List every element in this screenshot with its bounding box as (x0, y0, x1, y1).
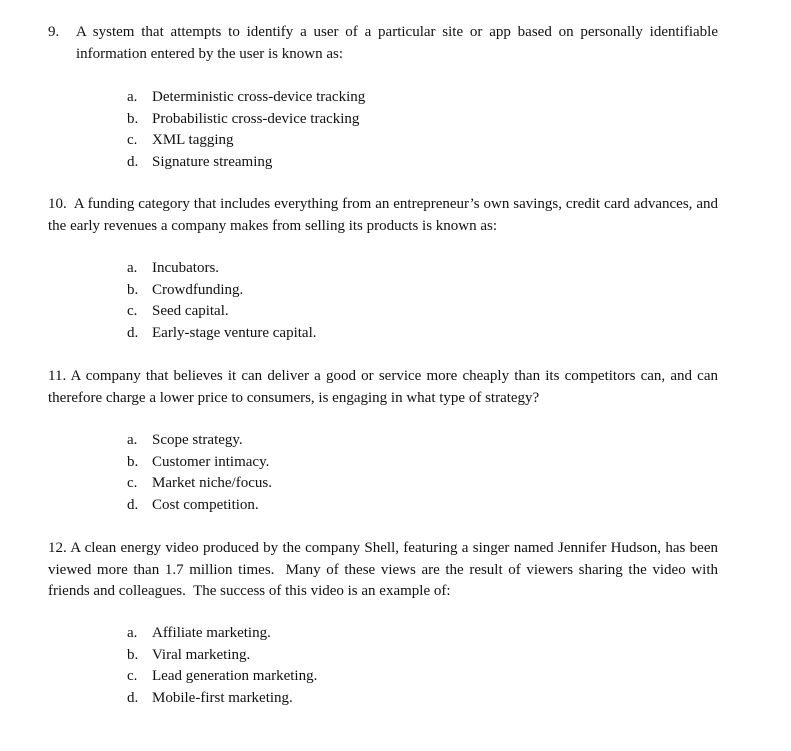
option-text: Scope strategy. (152, 432, 243, 448)
question-prompt: A company that believes it can deliver a good or service more cheaply than its competitors can, and can therefore charge a lower price to consumers, is engaging in what type of strategy? (48, 368, 718, 406)
answer-options (127, 87, 365, 173)
answer-options (127, 623, 317, 709)
option-text: Seed capital. (152, 303, 229, 320)
question-prompt: A system that attempts to identify a user of a particular site or app based on personally identifiable information entered by the user is known as: (76, 24, 718, 62)
option-text: Probabilistic cross-device tracking (152, 110, 360, 127)
option-letter: b. (127, 281, 139, 298)
option-d (127, 152, 365, 174)
option-text: Crowdfunding. (152, 281, 244, 298)
option-letter: b. (127, 646, 139, 663)
option-letter: a. (127, 625, 138, 641)
question-number: 12. (48, 540, 67, 556)
question-text (48, 538, 722, 603)
option-c (127, 301, 317, 323)
option-b (127, 645, 317, 667)
option-d (127, 323, 317, 345)
option-letter: b. (127, 110, 139, 127)
question-prompt: A clean energy video produced by the company Shell, featuring a singer named Jennifer Hudson, has been viewed more than 1.7 million times. Many of these views are the result of viewers sharing the video with friends and colleagues. The success of this video is an example of: (48, 540, 722, 599)
option-text: Lead generation marketing. (152, 668, 318, 685)
option-letter: d. (127, 496, 139, 513)
option-letter: d. (127, 324, 139, 341)
option-text: Signature streaming (152, 153, 273, 170)
option-text: Customer intimacy. (152, 453, 270, 470)
option-c (127, 666, 317, 688)
question-9 (48, 22, 718, 65)
option-letter: a. (127, 432, 138, 448)
option-b (127, 280, 317, 302)
option-text: Early-stage venture capital. (152, 324, 317, 341)
question-prompt: A funding category that includes everything from an entrepreneur’s own savings, credit card advances, and the early revenues a company makes from selling its products is known as: (48, 196, 718, 234)
option-c (127, 473, 272, 495)
option-letter: d. (127, 153, 139, 170)
question-number: 9. (48, 24, 60, 40)
question-text (48, 366, 718, 409)
option-text: Market niche/focus. (152, 475, 272, 492)
option-a (127, 258, 317, 280)
option-letter: a. (127, 89, 138, 105)
option-text: Viral marketing. (152, 646, 251, 663)
option-a (127, 430, 272, 452)
option-letter: d. (127, 689, 139, 706)
answer-options (127, 430, 272, 516)
option-a (127, 623, 317, 645)
question-10 (48, 194, 718, 237)
option-text: Deterministic cross-device tracking (152, 89, 366, 105)
question-12 (48, 538, 722, 603)
option-text: Cost competition. (152, 496, 259, 513)
question-11 (48, 366, 718, 409)
option-d (127, 495, 272, 517)
question-number: 11. (48, 368, 67, 384)
option-a (127, 87, 365, 109)
question-text (48, 194, 718, 237)
option-b (127, 109, 365, 131)
option-letter: c. (127, 475, 138, 492)
question-text (48, 22, 718, 65)
option-letter: a. (127, 260, 138, 276)
option-text: Mobile-first marketing. (152, 689, 293, 706)
option-text: Incubators. (152, 260, 220, 276)
question-number: 10. (48, 196, 67, 212)
option-c (127, 130, 365, 152)
option-letter: c. (127, 303, 138, 320)
option-letter: c. (127, 132, 138, 149)
option-d (127, 688, 317, 710)
option-b (127, 452, 272, 474)
option-text: XML tagging (152, 132, 234, 149)
answer-options (127, 258, 317, 344)
option-letter: c. (127, 668, 138, 685)
option-letter: b. (127, 453, 139, 470)
option-text: Affiliate marketing. (152, 625, 271, 641)
